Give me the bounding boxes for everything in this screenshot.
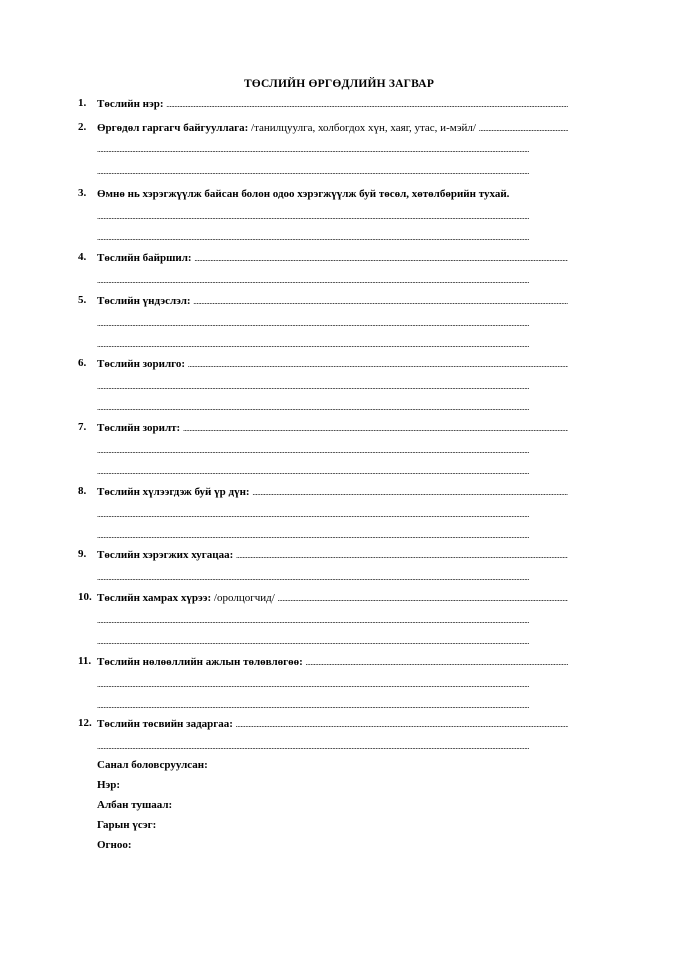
section-number: 3.	[78, 187, 87, 199]
position-label: Албан тушаал:	[97, 799, 173, 811]
section-label: Төслийн хэрэгжих хугацаа:	[97, 549, 234, 561]
section-header	[97, 421, 568, 435]
section-header	[97, 121, 568, 135]
date-label: Огноо:	[97, 839, 132, 851]
signature-label: Гарын үсэг:	[97, 819, 157, 831]
section-label: Өргөдөл гаргагч байгууллага:	[97, 122, 249, 134]
section-label: Төслийн хүлээгдэж буй үр дүн:	[97, 486, 250, 498]
fill-line[interactable]	[97, 443, 568, 457]
section-label: Өмнө нь хэрэгжүүлж байсан болон одоо хэрэгжүүлж буй төсөл, хөтөлбөрийн тухай.	[97, 188, 510, 200]
section-number: 2.	[78, 121, 87, 133]
section-number: 4.	[78, 251, 87, 263]
section-number: 6.	[78, 357, 87, 369]
fill-line[interactable]	[97, 337, 568, 351]
name-label: Нэр:	[97, 779, 121, 791]
section-label: Төслийн зорилт:	[97, 422, 181, 434]
fill-line[interactable]	[97, 400, 568, 414]
section-header	[97, 294, 568, 308]
section-number: 10.	[78, 591, 92, 603]
section-description: /танилцуулга, холбогдох хүн, хаяг, утас, и-мэйл/	[251, 122, 476, 134]
section-label: Төслийн нэр:	[97, 98, 164, 110]
fill-line[interactable]	[97, 698, 568, 712]
section-header	[97, 717, 568, 731]
section-header	[97, 187, 568, 201]
section-number: 1.	[78, 97, 87, 109]
section-header	[97, 251, 568, 265]
section-number: 7.	[78, 421, 87, 433]
section-header	[97, 548, 568, 562]
section-label: Төслийн байршил:	[97, 252, 192, 264]
fill-line[interactable]	[97, 677, 568, 691]
section-number: 9.	[78, 548, 87, 560]
section-header	[97, 97, 568, 111]
fill-line[interactable]	[97, 570, 568, 584]
fill-line[interactable]	[97, 230, 568, 244]
section-header	[97, 485, 568, 499]
fill-line[interactable]	[97, 464, 568, 478]
section-label: Төслийн үндэслэл:	[97, 295, 191, 307]
section-number: 12.	[78, 717, 92, 729]
fill-line[interactable]	[97, 273, 568, 287]
section-number: 11.	[78, 655, 92, 667]
fill-line[interactable]	[97, 739, 568, 753]
section-number: 8.	[78, 485, 87, 497]
fill-line[interactable]	[97, 379, 568, 393]
section-description: /оролцогчид/	[213, 592, 275, 604]
fill-line[interactable]	[97, 316, 568, 330]
section-header	[97, 655, 568, 669]
fill-line[interactable]	[97, 209, 568, 223]
fill-line[interactable]	[97, 164, 568, 178]
page-title: ТӨСЛИЙН ӨРГӨДЛИЙН ЗАГВАР	[243, 78, 435, 90]
section-number: 5.	[78, 294, 87, 306]
section-header	[97, 357, 568, 371]
section-label: Төслийн хамрах хүрээ:	[97, 592, 212, 604]
fill-line[interactable]	[97, 142, 568, 156]
fill-line[interactable]	[97, 507, 568, 521]
section-label: Төслийн зорилго:	[97, 358, 186, 370]
fill-line[interactable]	[97, 613, 568, 627]
section-header	[97, 591, 568, 605]
section-label: Төслийн нөлөөллийн ажлын төлөвлөгөө:	[97, 656, 303, 668]
fill-line[interactable]	[97, 634, 568, 648]
fill-line[interactable]	[97, 528, 568, 542]
prepared-by-label: Санал боловсруулсан:	[97, 759, 208, 771]
section-label: Төслийн төсвийн задаргаа:	[97, 718, 233, 730]
